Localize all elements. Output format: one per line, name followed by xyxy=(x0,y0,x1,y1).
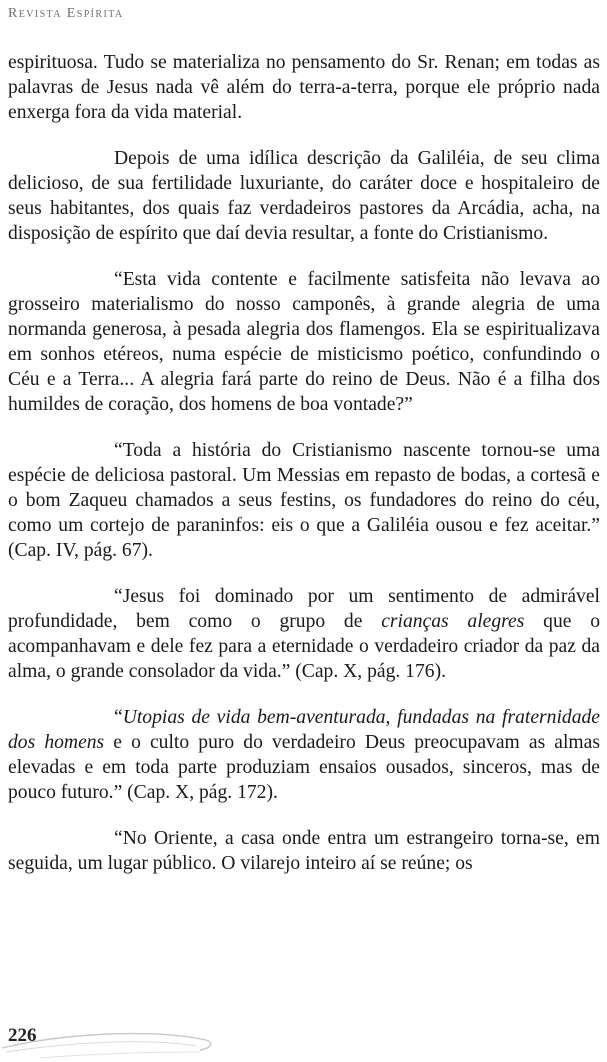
page-number: 226 xyxy=(8,1025,37,1046)
paragraph-1: espirituosa. Tudo se materializa no pensamento do Sr. Renan; em todas as palavras de Jesus nada vê além do terra-a-terra, porque ele próprio nada enxerga fora da vida material. xyxy=(8,52,600,123)
paragraph-5-quote xyxy=(8,584,600,684)
paragraph-2: Depois de uma idílica descrição da Galiléia, de seu clima delicioso, de sua fertilidade luxuriante, do caráter doce e hospitaleiro de seus habitantes, dos quais faz verdadeiros pastores da Arcádia, acha, na disposição de espírito que daí devia resultar, a fonte do Cristianismo. xyxy=(8,148,600,244)
paragraph-6-open-quote: “ xyxy=(114,707,123,728)
paragraph-6-quote xyxy=(8,705,600,805)
paragraph-4-quote: “Toda a história do Cristianismo nascente tornou-se uma espécie de deliciosa pastoral. Um Messias em repasto de bodas, a cortesã e o bom Zaqueu chamados a seus festins, os fundadores do reino do céu, como um cortejo de paraninfos: eis o que a Galiléia ousou e fez aceitar.” (Cap. IV, pág. 67). xyxy=(8,440,600,561)
running-header: Revista Espírita xyxy=(8,6,124,21)
body-text xyxy=(8,50,600,876)
paragraph-5-italic: crianças alegres xyxy=(381,611,525,632)
paragraph-3-quote: “Esta vida contente e facilmente satisfeita não levava ao grosseiro materialismo do nosso camponês, à grande alegria de uma normanda generosa, à pesada alegria dos flamengos. Ela se espiritualizava em sonhos etéreos, numa espécie de misticismo poético, confundindo o Céu e a Terra... A alegria fará parte do reino de Deus. Não é a filha dos humildes de coração, dos homens de boa vontade?” xyxy=(8,269,600,415)
paragraph-6-text: e o culto puro do verdadeiro Deus preocupavam as almas elevadas e em toda parte produziam ensaios ousados, sinceros, mas de pouco futuro.” (Cap. X, pág. 172). xyxy=(8,732,600,803)
paragraph-5-text-b: que o acompanhavam e dele fez para a eternidade o verdadeiro criador da paz da alma, o grande consolador da vida.” (Cap. X, pág. 176). xyxy=(8,611,600,682)
paragraph-7-quote: “No Oriente, a casa onde entra um estrangeiro torna-se, em seguida, um lugar público. O vilarejo inteiro aí se reúne; os xyxy=(8,828,600,874)
paragraph-5-text-a: “Jesus foi dominado por um sentimento de admirável profundidade, bem como o grupo de xyxy=(8,586,600,632)
paragraph-6-italic: Utopias de vida bem-aventurada, fundadas na fraternidade dos homens xyxy=(8,707,600,753)
